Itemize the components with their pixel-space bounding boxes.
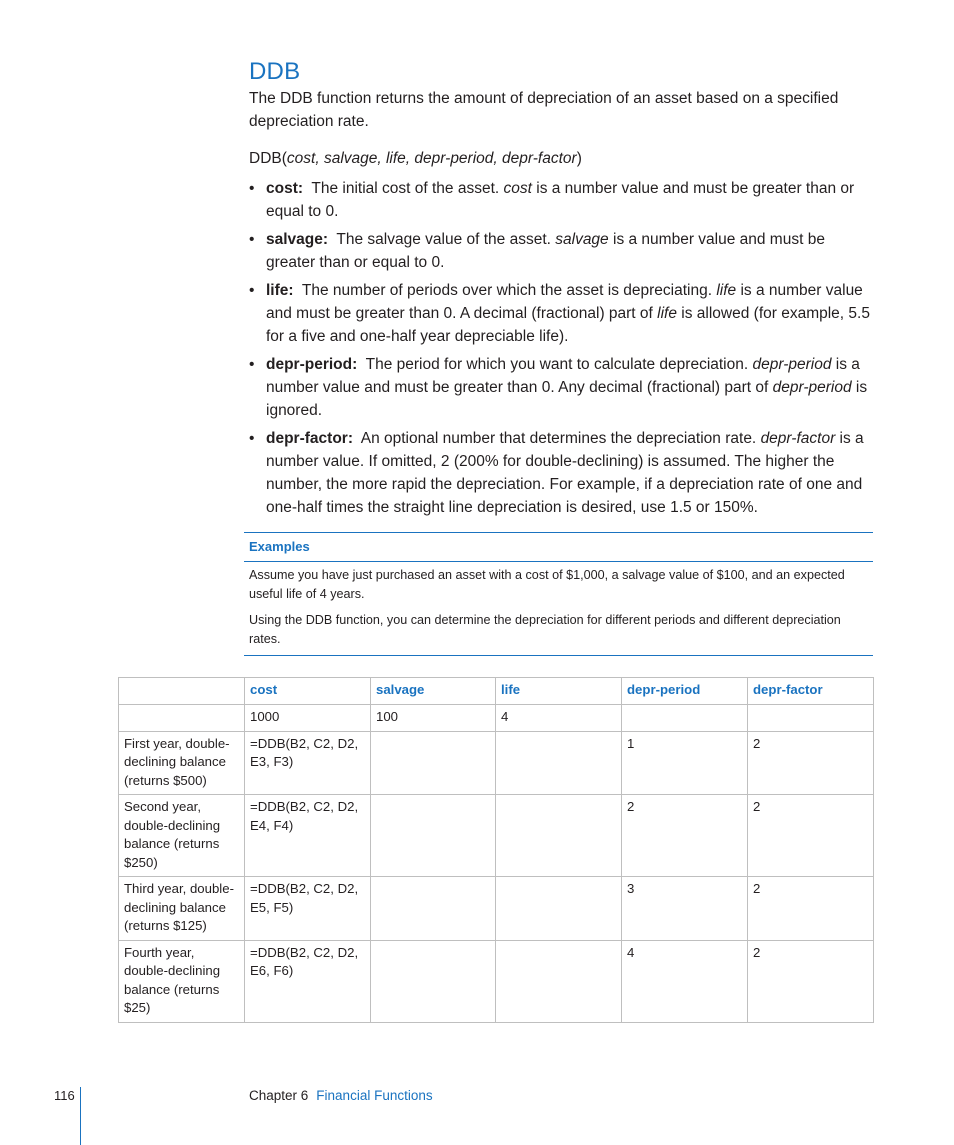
table-cell: 4: [496, 705, 622, 732]
table-header-cell: cost: [245, 678, 371, 705]
table-row: [119, 705, 874, 732]
argument-text: depr-factor: [760, 430, 836, 447]
table-cell: First year, double-declining balance (returns $500): [119, 731, 245, 795]
bullet-icon: •: [249, 356, 255, 373]
argument-text: depr-period: [772, 379, 852, 396]
table-cell: 2: [622, 795, 748, 877]
table-header-row: [119, 678, 874, 705]
table-row: [119, 877, 874, 941]
argument-text: salvage: [555, 231, 609, 248]
table-cell: 4: [622, 940, 748, 1022]
argument-text: is a number value and must be greater than 0. Any decimal (fractional) part of: [266, 356, 860, 396]
argument-name: cost:: [266, 180, 304, 197]
examples-paragraph-1: Assume you have just purchased an asset with a cost of $1,000, a salvage value of $100, and an expected useful life of 4 years.: [249, 568, 845, 601]
argument-text: The number of periods over which the asset is depreciating.: [301, 282, 717, 299]
footer-divider: [80, 1087, 81, 1145]
intro-paragraph: The DDB function returns the amount of depreciation of an asset based on a specified depreciation rate.: [249, 90, 839, 130]
table-cell: [496, 731, 622, 795]
example-table: [118, 677, 874, 1023]
argument-name: depr-period:: [266, 356, 358, 373]
table-cell: 1000: [245, 705, 371, 732]
table-cell: [371, 795, 496, 877]
syntax-open-paren: (: [281, 150, 287, 167]
table-cell: [496, 940, 622, 1022]
table-row: [119, 940, 874, 1022]
table-header-cell: [119, 678, 245, 705]
argument-text: is a number value. If omitted, 2 (200% for double-declining) is assumed. The higher the number, the more rapid the depreciation. For example, if a depreciation rate of one and one-half times the straight line depreciation is desired, use 1.5 or 150%.: [266, 430, 864, 516]
examples-heading: Examples: [244, 533, 873, 562]
bullet-icon: •: [249, 231, 255, 248]
chapter-label: Chapter 6: [249, 1088, 309, 1103]
argument-list: [249, 177, 874, 524]
table-row: [119, 795, 874, 877]
table-cell: [119, 705, 245, 732]
table-row: [119, 731, 874, 795]
table-cell: Fourth year, double-declining balance (returns $25): [119, 940, 245, 1022]
table-header-cell: depr-factor: [748, 678, 874, 705]
argument-text: is a number value and must be greater than or equal to 0.: [266, 231, 825, 271]
argument-text: is a number value and must be greater than 0. A decimal (fractional) part of: [266, 282, 863, 322]
argument-text: is ignored.: [266, 379, 868, 419]
table-cell: =DDB(B2, C2, D2, E4, F4): [245, 795, 371, 877]
table-cell: [496, 877, 622, 941]
table-cell: =DDB(B2, C2, D2, E5, F5): [245, 877, 371, 941]
argument-text: depr-period: [752, 356, 832, 373]
bullet-icon: •: [249, 180, 255, 197]
argument-text: An optional number that determines the depreciation rate.: [360, 430, 761, 447]
table-cell: [748, 705, 874, 732]
table-header-cell: depr-period: [622, 678, 748, 705]
argument-item: [249, 427, 874, 519]
syntax-function-name: DDB: [249, 150, 282, 167]
argument-item: [249, 177, 874, 223]
table-cell: 2: [748, 877, 874, 941]
table-cell: 2: [748, 795, 874, 877]
argument-text: The period for which you want to calculate depreciation.: [365, 356, 753, 373]
argument-text: life: [657, 305, 677, 322]
chapter-title: Financial Functions: [316, 1088, 433, 1103]
syntax-close-paren: ): [576, 150, 582, 167]
table-cell: [371, 940, 496, 1022]
table-cell: 100: [371, 705, 496, 732]
argument-text: life: [716, 282, 737, 299]
argument-item: [249, 353, 874, 422]
argument-item: [249, 279, 874, 348]
table-cell: 2: [748, 940, 874, 1022]
page-title: DDB: [249, 58, 301, 85]
argument-name: salvage:: [266, 231, 329, 248]
argument-text: cost: [503, 180, 532, 197]
table-cell: =DDB(B2, C2, D2, E3, F3): [245, 731, 371, 795]
table-cell: 2: [748, 731, 874, 795]
argument-text: The salvage value of the asset.: [336, 231, 556, 248]
table-cell: [371, 731, 496, 795]
examples-box: [244, 532, 873, 656]
table-header-cell: life: [496, 678, 622, 705]
table-cell: [622, 705, 748, 732]
footer-chapter: [249, 1088, 433, 1103]
table-cell: Third year, double-declining balance (returns $125): [119, 877, 245, 941]
argument-name: depr-factor:: [266, 430, 353, 447]
table-cell: [371, 877, 496, 941]
page-number: 116: [54, 1088, 75, 1103]
syntax-arguments: cost, salvage, life, depr-period, depr-factor: [286, 150, 577, 167]
argument-name: life:: [266, 282, 294, 299]
argument-item: [249, 228, 874, 274]
argument-text: is allowed (for example, 5.5 for a five and one-half year depreciable life).: [266, 305, 870, 345]
table-cell: Second year, double-declining balance (returns $250): [119, 795, 245, 877]
bullet-icon: •: [249, 430, 255, 447]
table-cell: [496, 795, 622, 877]
table-cell: =DDB(B2, C2, D2, E6, F6): [245, 940, 371, 1022]
examples-paragraph-2: Using the DDB function, you can determine the depreciation for different periods and different depreciation rates.: [249, 613, 841, 646]
bullet-icon: •: [249, 282, 255, 299]
table-cell: 1: [622, 731, 748, 795]
argument-text: is a number value and must be greater than or equal to 0.: [266, 180, 855, 220]
table-header-cell: salvage: [371, 678, 496, 705]
argument-text: The initial cost of the asset.: [311, 180, 504, 197]
function-syntax: [249, 147, 582, 170]
table-cell: 3: [622, 877, 748, 941]
